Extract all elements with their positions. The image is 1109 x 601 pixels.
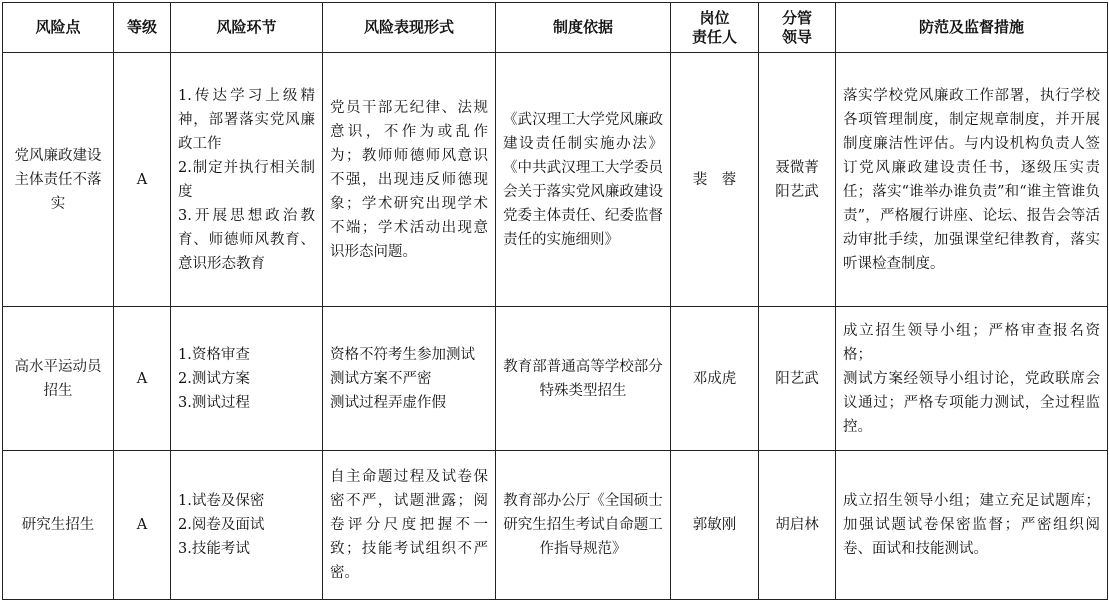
cell-post-owner: 邓成虎 — [671, 307, 759, 451]
risk-form-item: 测试过程弄虚作假 — [330, 394, 446, 411]
table-row — [3, 307, 1108, 451]
risk-link-item: 2.阅卷及面试 — [178, 517, 265, 533]
table-row — [3, 451, 1108, 600]
leader-name: 阳艺武 — [775, 183, 819, 200]
header-risk-link: 风险环节 — [171, 3, 323, 53]
header-risk-point: 风险点 — [3, 3, 114, 53]
risk-link-item: 3.开展思想政治教育、师德师风教育、意识形态教育 — [178, 207, 315, 272]
cell-risk-links — [171, 451, 323, 600]
cell-risk-form: 自主命题过程及试卷保密不严，试题泄露；阅卷评分尺度把握不一致；技能考试组织不严密。 — [323, 451, 496, 600]
risk-table — [2, 2, 1108, 600]
cell-risk-point: 党风廉政建设主体责任不落实 — [3, 53, 114, 307]
risk-link-item: 3.测试过程 — [178, 394, 250, 411]
cell-basis: 教育部办公厅《全国硕士研究生招生考试自命题工作指导规范》 — [496, 451, 671, 600]
header-leader-line-2: 领导 — [781, 27, 812, 46]
header-leader — [759, 3, 836, 53]
risk-link-item: 1.试卷及保密 — [178, 493, 265, 509]
cell-basis: 《武汉理工大学党风廉政建设责任制实施办法》《中共武汉理工大学委员会关于落实党风廉政建设党委主体责任、纪委监督责任的实施细则》 — [496, 53, 671, 307]
cell-risk-links — [171, 53, 323, 307]
risk-link-item: 2.制定并执行相关制度 — [178, 159, 315, 200]
cell-level: A — [114, 307, 171, 451]
cell-risk-form — [323, 307, 496, 451]
cell-risk-point: 研究生招生 — [3, 451, 114, 600]
risk-link-item: 1.资格审查 — [178, 346, 250, 363]
leader-name: 阳艺武 — [775, 370, 819, 387]
risk-link-item: 2.测试方案 — [178, 370, 250, 387]
measure-item: 成立招生领导小组；严格审查报名资格； — [843, 322, 1100, 363]
cell-risk-links — [171, 307, 323, 451]
header-leader-line-1: 分管 — [781, 8, 812, 27]
header-risk-form: 风险表现形式 — [323, 3, 496, 53]
header-level: 等级 — [114, 3, 171, 53]
cell-post-owner: 裴 蓉 — [671, 53, 759, 307]
leader-name: 聂微菁 — [775, 159, 819, 176]
cell-level: A — [114, 451, 171, 600]
table-row — [3, 53, 1108, 307]
cell-leaders — [759, 451, 836, 600]
header-row — [3, 3, 1108, 53]
cell-leaders — [759, 53, 836, 307]
header-basis: 制度依据 — [496, 3, 671, 53]
cell-risk-point: 高水平运动员招生 — [3, 307, 114, 451]
cell-risk-form: 党员干部无纪律、法规意识，不作为或乱作为；教师师德师风意识不强，出现违反师德现象；学术研究出现学术不端；学术活动出现意识形态问题。 — [323, 53, 496, 307]
cell-leaders — [759, 307, 836, 451]
cell-measures: 成立招生领导小组；建立充足试题库；加强试题试卷保密监督；严密组织阅卷、面试和技能测试。 — [836, 451, 1108, 600]
risk-form-item: 测试方案不严密 — [330, 370, 432, 387]
risk-form-item: 资格不符考生参加测试 — [330, 346, 475, 363]
leader-name: 胡启林 — [775, 517, 819, 533]
risk-link-item: 3.技能考试 — [178, 541, 250, 557]
cell-basis: 教育部普通高等学校部分特殊类型招生 — [496, 307, 671, 451]
cell-post-owner: 郭敏刚 — [671, 451, 759, 600]
cell-measures: 落实学校党风廉政工作部署，执行学校各项管理制度，制定规章制度，并开展制度廉洁性评估。与内设机构负责人签订党风廉政建设责任书，逐级压实责任；落实“谁举办谁负责”和“谁主管谁负责”，严格履行讲座、论坛、报告会等活动审批手续，加强课堂纪律教育，落实听课检查制度。 — [836, 53, 1108, 307]
measure-item: 测试方案经领导小组讨论，党政联席会议通过；严格专项能力测试，全过程监控。 — [843, 370, 1100, 435]
header-post-owner — [671, 3, 759, 53]
cell-level: A — [114, 53, 171, 307]
header-post-owner-line-1: 岗位 — [699, 8, 730, 27]
header-post-owner-line-2: 责任人 — [691, 27, 737, 46]
header-measures: 防范及监督措施 — [836, 3, 1108, 53]
risk-link-item: 1.传达学习上级精神，部署落实党风廉政工作 — [178, 87, 315, 152]
cell-measures — [836, 307, 1108, 451]
